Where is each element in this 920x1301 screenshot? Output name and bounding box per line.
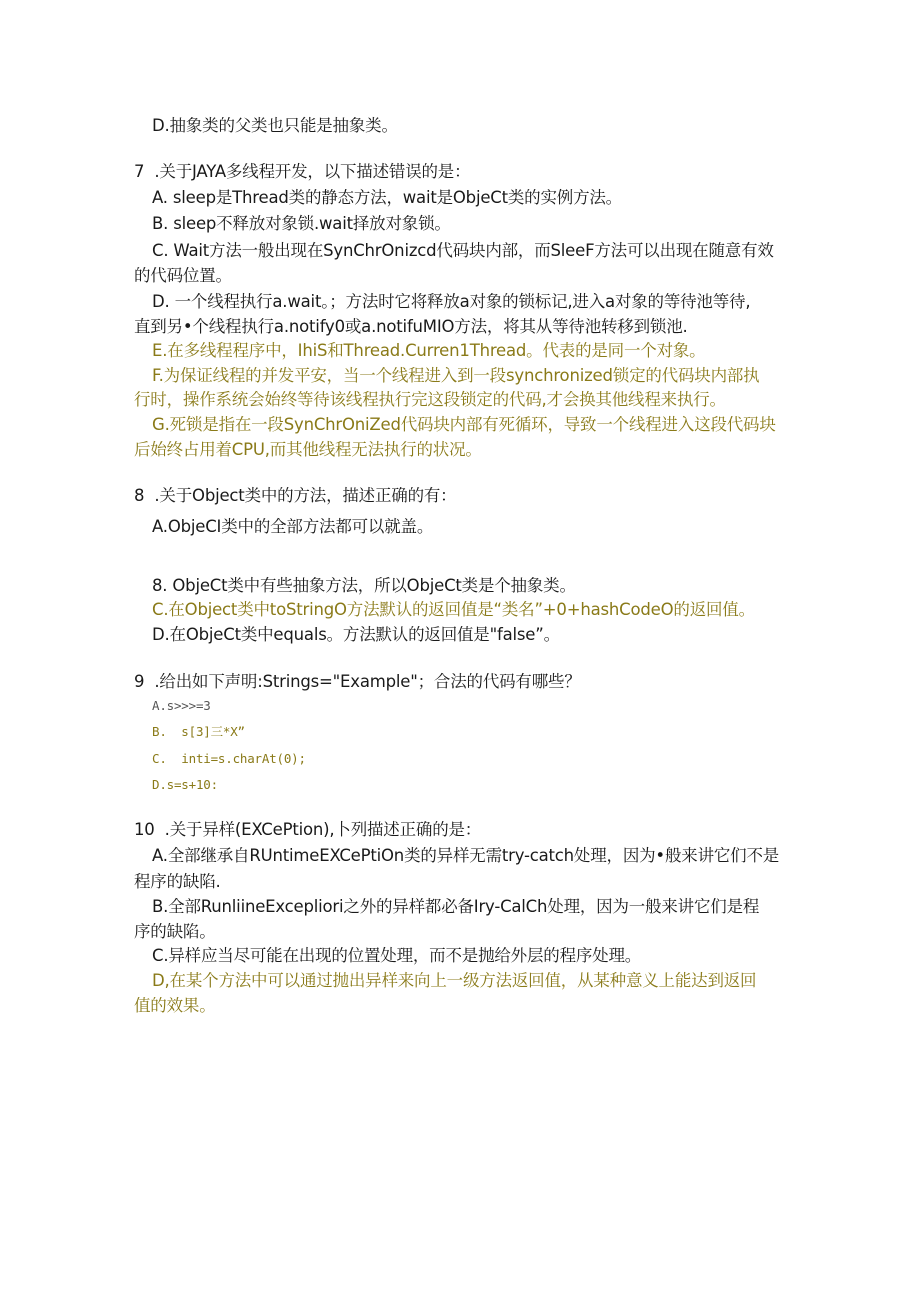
q7-option-c-line2: 的代码位置。 (134, 266, 232, 285)
q8-option-d: D.在ObjeCt类中equals。方法默认的返回值是"false”。 (152, 625, 560, 644)
q8-option-c: C.在Object类中toStringO方法默认的返回值是“类名”+0+hashCodeO的返回值。 (152, 600, 755, 619)
q6-option-d: D.抽象类的父类也只能是抽象类。 (152, 116, 398, 135)
q8-question: 8 .关于Object类中的方法，描述正确的有： (134, 486, 457, 505)
q9-option-a: A.s>>>=3 (152, 698, 211, 713)
q7-option-a: A. sleep是Thread类的静态方法，wait是ObjeCt类的实例方法。 (152, 188, 622, 207)
q7-option-f-line1: F.为保证线程的并发平安，当一个线程进入到一段synchronized锁定的代码块内部执 (152, 366, 760, 385)
q7-question: 7 .关于JAYA多线程开发，以下描述错误的是： (134, 162, 471, 181)
q10-option-d-line2: 值的效果。 (134, 996, 216, 1015)
q10-option-a-line1: A.全部继承自RUntimeEXCePtiOn类的异样无需try-catch处理，因为•般来讲它们不是 (152, 846, 780, 865)
q9-option-b: B. s[3]三*X” (152, 724, 245, 739)
q10-option-b-line1: B.全部RunliineExcepliori之外的异样都必备Iry-CalCh处理，因为一般来讲它们是程 (152, 897, 760, 916)
q7-option-e: E.在多线程程序中，IhiS和Thread.Curren1Thread。代表的是同一个对象。 (152, 341, 706, 360)
q10-question: 10 .关于异样(EXCePtion),卜列描述正确的是： (134, 820, 482, 839)
q7-option-g-line2: 后始终占用着CPU,而其他线程无法执行的状况。 (134, 440, 482, 459)
q9-option-c: C. inti=s.charAt(0); (152, 751, 306, 766)
q7-option-b: B. sleep不释放对象锁.wait择放对象锁。 (152, 214, 451, 233)
q10-option-a-line2: 程序的缺陷. (134, 872, 221, 891)
q8-option-a: A.ObjeCI类中的全部方法都可以就盖。 (152, 517, 434, 536)
q7-option-f-line2: 行时，操作系统会始终等待该线程执行完这段锁定的代码,才会换其他线程来执行。 (134, 390, 726, 409)
q7-option-g-line1: G.死锁是指在一段SynChrOniZed代码块内部有死循环，导致一个线程进入这段代码块 (152, 415, 776, 434)
q7-option-d-line1: D. 一个线程执行a.wait。；方法时它将释放a对象的锁标记,进入a对象的等待池等待, (152, 292, 751, 311)
q9-option-d: D.s=s+10: (152, 777, 218, 792)
q10-option-c: C.异样应当尽可能在出现的位置处理，而不是抛给外层的程序处理。 (152, 946, 642, 965)
q10-option-d-line1: D,在某个方法中可以通过抛出异样来向上一级方法返回值，从某种意义上能达到返回 (152, 971, 757, 990)
q9-question: 9 .给出如下声明:Strings="Example"；合法的代码有哪些？ (134, 672, 581, 691)
q7-option-d-line2: 直到另•个线程执行a.notify0或a.notifuMIO方法，将其从等待池转移到锁池. (134, 317, 688, 336)
q8-option-b: 8. ObjeCt类中有些抽象方法，所以ObjeCt类是个抽象类。 (152, 576, 576, 595)
q10-option-b-line2: 序的缺陷。 (134, 922, 216, 941)
q7-option-c-line1: C. Wait方法一般出现在SynChrOnizcd代码块内部，而SleeF方法可以出现在随意有效 (152, 241, 774, 260)
